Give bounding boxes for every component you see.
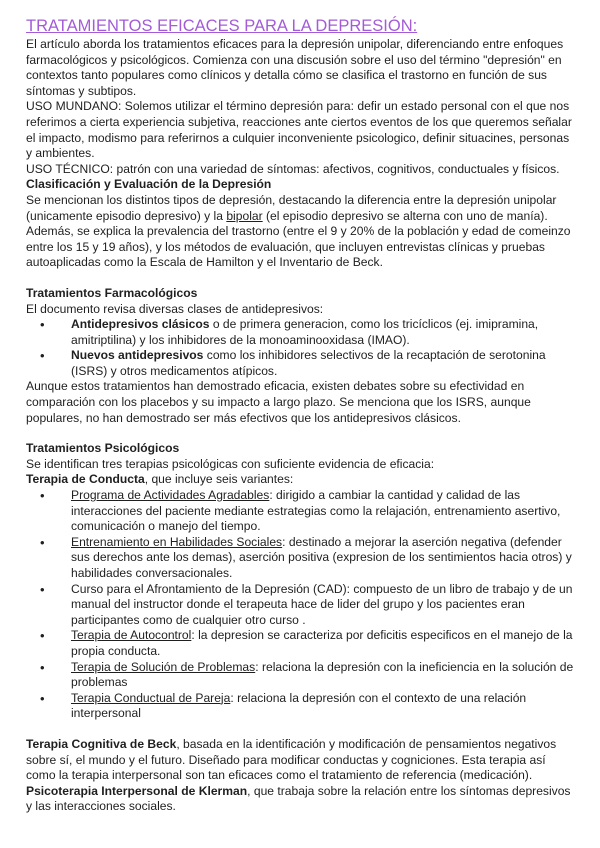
list-item-bold: Antidepresivos clásicos bbox=[71, 317, 210, 332]
conducta-rest: , que incluye seis variantes: bbox=[144, 472, 294, 487]
list-item-text: Curso para el Afrontamiento de la Depresión (CAD): compuesto de un libro de trabajo y de un manual del instructor donde el terapeuta hace de lider del grupo y los pacientes eran participantes como de cualquier otro curso . bbox=[71, 581, 573, 627]
clasificacion-text-after: (el episodio depresivo se alterna con uno de manía). Además, se explica la prevalencia del trastorno (entre el 9 y 20% de la población y edad de comeinzo entre los 15 y 19 años), y los métodos de evaluación, que incluyen entrevistas clínicas y pruebas autoaplicadas como la Escala de Hamilton y el Inventario de Beck. bbox=[26, 208, 571, 270]
list-item bbox=[26, 628, 574, 659]
list-item-underlined: Entrenamiento en Habilidades Sociales bbox=[71, 534, 283, 549]
document-title: TRATAMIENTOS EFICACES PARA LA DEPRESIÓN: bbox=[26, 17, 418, 35]
farmaco-intro: El documento revisa diversas clases de antidepresivos: bbox=[26, 301, 324, 316]
list-item-text: : destinado a mejorar la aserción negativa (defender sus derechos ante los demas), aserción positiva (expresion de los sentimientos hacia otros) y habilidades conversacionales. bbox=[71, 534, 572, 580]
psico-heading: Tratamientos Psicológicos bbox=[26, 441, 180, 456]
uso-mundano-paragraph: USO MUNDANO: Solemos utilizar el término depresión para: defir un estado personal con el que nos referimos a cierta experiencia subjetiva, reacciones ante ciertos eventos de los que queremos señalar el impacto, modismo para referirnos a culquier inconveniente psicologico, definir situacines, personas y ambientes. bbox=[26, 99, 572, 161]
list-item-underlined: Terapia de Solución de Problemas bbox=[71, 659, 256, 674]
klerman-paragraph bbox=[26, 784, 574, 815]
list-item-text: : dirigido a cambiar la cantidad y calidad de las interacciones del paciente mediante estrategias como la relajación, entrenamiento asertivo, comunicación o manejo del tiempo. bbox=[71, 488, 561, 534]
clasificacion-text-before: Se mencionan los distintos tipos de depresión, destacando la diferencia entre la depresión unipolar (unicamente episodio depresivo) y la bbox=[26, 192, 557, 223]
conducta-bold: Terapia de Conducta bbox=[26, 472, 145, 487]
beck-bold: Terapia Cognitiva de Beck bbox=[26, 736, 177, 751]
list-item bbox=[26, 660, 574, 691]
clasificacion-heading: Clasificación y Evaluación de la Depresión bbox=[26, 177, 272, 192]
psico-list bbox=[26, 488, 574, 722]
list-item-text: : la depresion se caracteriza por deficitis especificos en el manejo de la propia conducta. bbox=[71, 628, 573, 658]
conducta-line bbox=[26, 472, 574, 488]
clasificacion-paragraph bbox=[26, 193, 574, 271]
list-item-text: : relaciona la depresión con la ineficiencia en la solución de problemas bbox=[71, 659, 574, 690]
intro-paragraph: El artículo aborda los tratamientos eficaces para la depresión unipolar, diferenciando entre enfoques farmacológicos y psicológicos. Comienza con una discusión sobre el uso del término "depresión" en contextos tanto populares como clínicos y detalla cómo se clasifica el trastorno en función de sus síntomas y subtipos. bbox=[26, 37, 564, 98]
psico-intro: Se identifican tres terapias psicológicas con suficiente evidencia de eficacia: bbox=[26, 456, 435, 471]
farmaco-heading: Tratamientos Farmacológicos bbox=[26, 285, 198, 300]
list-item-underlined: Programa de Actividades Agradables bbox=[71, 488, 270, 503]
list-item bbox=[26, 317, 574, 348]
list-item bbox=[26, 348, 574, 379]
list-item bbox=[26, 488, 574, 535]
list-item-text: como los inhibidores selectivos de la recaptación de serotonina (ISRS) y otros medicamentos atípicos. bbox=[71, 348, 546, 378]
klerman-rest: , que trabaja sobre la relación entre los síntomas depresivos y las interacciones sociales. bbox=[26, 783, 571, 814]
list-item-underlined: Terapia de Autocontrol bbox=[71, 628, 192, 643]
list-item-text: : relaciona la depresión con el contexto de una relación interpersonal bbox=[71, 690, 527, 721]
beck-paragraph bbox=[26, 737, 574, 784]
farmaco-outro: Aunque estos tratamientos han demostrado eficacia, existen debates sobre su efectividad en comparación con los placebos y su impacto a largo plazo. Se menciona que los ISRS, aunque populares, no han demostrado ser más efectivos que los antidepresivos clásicos. bbox=[26, 379, 531, 425]
list-item bbox=[26, 535, 574, 582]
list-item-underlined: Terapia Conductual de Pareja bbox=[71, 690, 231, 705]
list-item-text: o de primera generacion, como los tricíclicos (ej. imipramina, amitriptilina) y los inhibidores de la monoaminooxidasa (IMAO). bbox=[71, 317, 539, 347]
list-item-bold: Nuevos antidepresivos bbox=[71, 348, 204, 363]
bipolar-link[interactable]: bipolar bbox=[226, 208, 263, 223]
list-item bbox=[26, 582, 574, 629]
farmaco-list bbox=[26, 317, 574, 379]
klerman-bold: Psicoterapia Interpersonal de Klerman bbox=[26, 783, 248, 798]
list-item bbox=[26, 691, 574, 722]
beck-rest: , basada en la identificación y modificación de pensamientos negativos sobre sí, el mundo y el futuro. Diseñado para modificar conductas y cogniciones. Esta terapia así como la terapia interpersonal son tan eficaces como el tratamiento de referencia (medicación). bbox=[26, 736, 557, 783]
uso-tecnico-paragraph: USO TÉCNICO: patrón con una variedad de síntomas: afectivos, cognitivos, conductuales y físicos. bbox=[26, 161, 560, 176]
